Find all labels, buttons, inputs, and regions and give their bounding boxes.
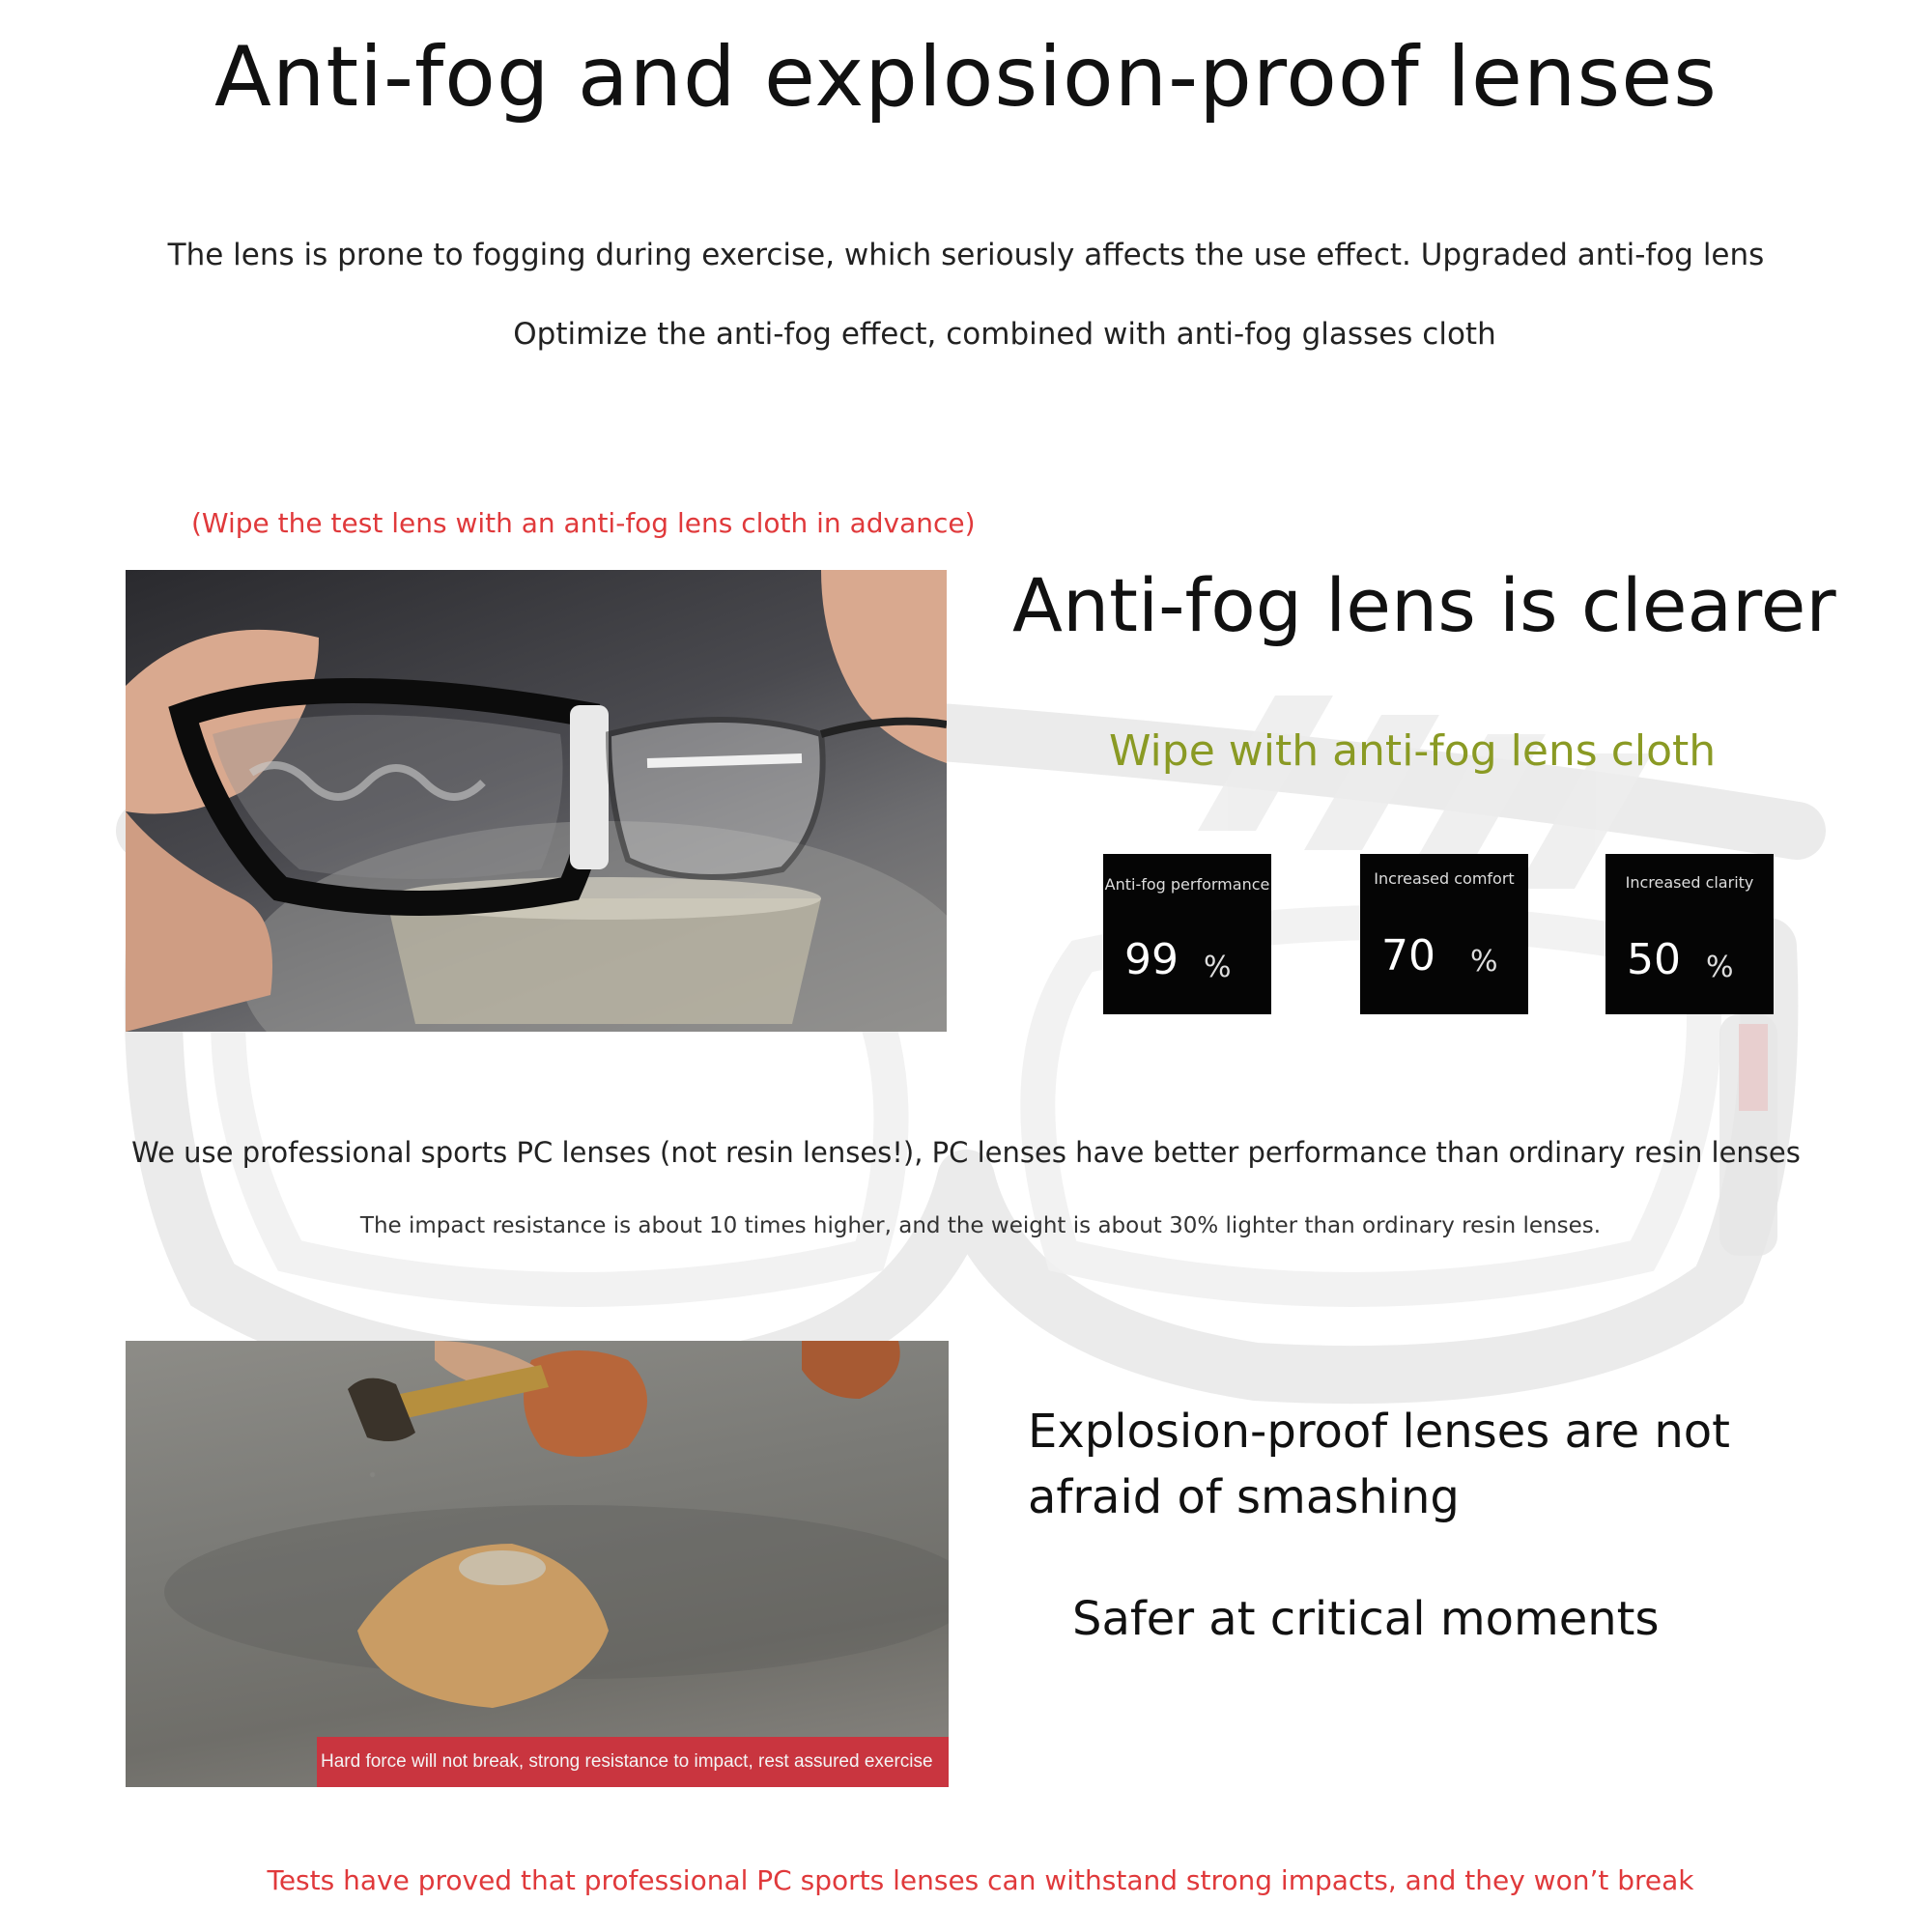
footer-note: Tests have proved that professional PC sports lenses can withstand strong impacts, and they won’t break bbox=[267, 1864, 1694, 1896]
test-note: (Wipe the test lens with an anti-fog lens cloth in advance) bbox=[191, 507, 976, 539]
stat-label: Anti-fog performance bbox=[1104, 875, 1270, 894]
hammer-illustration bbox=[126, 1341, 949, 1787]
explosion-heading-line-2: afraid of smashing bbox=[1028, 1470, 1460, 1524]
stat-label: Increased clarity bbox=[1625, 873, 1754, 892]
page-title: Anti-fog and explosion-proof lenses bbox=[214, 29, 1718, 126]
stat-value: 99 bbox=[1124, 935, 1179, 984]
stat-increased-clarity bbox=[1605, 854, 1774, 1014]
explosion-subheading: Safer at critical moments bbox=[1072, 1592, 1660, 1646]
intro-line-2: Optimize the anti-fog effect, combined with anti-fog glasses cloth bbox=[513, 317, 1496, 352]
glasses-illustration bbox=[126, 570, 947, 1032]
stat-unit: % bbox=[1470, 945, 1498, 979]
explosion-heading-line-1: Explosion-proof lenses are not bbox=[1028, 1405, 1730, 1459]
impact-test-photo bbox=[126, 1341, 949, 1787]
impact-caption: Hard force will not break, strong resistance to impact, rest assured exercise bbox=[317, 1737, 949, 1787]
intro-line-1: The lens is prone to fogging during exercise, which seriously affects the use effect. Upgraded anti-fog lens bbox=[167, 238, 1765, 272]
stat-value: 50 bbox=[1627, 935, 1681, 984]
antifog-subheading: Wipe with anti-fog lens cloth bbox=[1109, 726, 1717, 776]
explosion-heading bbox=[1028, 1399, 1730, 1530]
stat-unit: % bbox=[1706, 951, 1734, 984]
stat-increased-comfort bbox=[1360, 854, 1528, 1014]
antifog-test-photo bbox=[126, 570, 947, 1032]
antifog-heading: Anti-fog lens is clearer bbox=[1012, 562, 1836, 648]
pc-lens-line-1: We use professional sports PC lenses (not resin lenses!), PC lenses have better performance than ordinary resin lenses bbox=[131, 1136, 1801, 1169]
pc-lens-line-2: The impact resistance is about 10 times higher, and the weight is about 30% lighter than ordinary resin lenses. bbox=[359, 1213, 1602, 1238]
stat-label: Increased comfort bbox=[1374, 869, 1515, 888]
stat-value: 70 bbox=[1381, 931, 1435, 980]
stat-unit: % bbox=[1204, 951, 1232, 984]
stat-antifog-performance bbox=[1103, 854, 1271, 1014]
